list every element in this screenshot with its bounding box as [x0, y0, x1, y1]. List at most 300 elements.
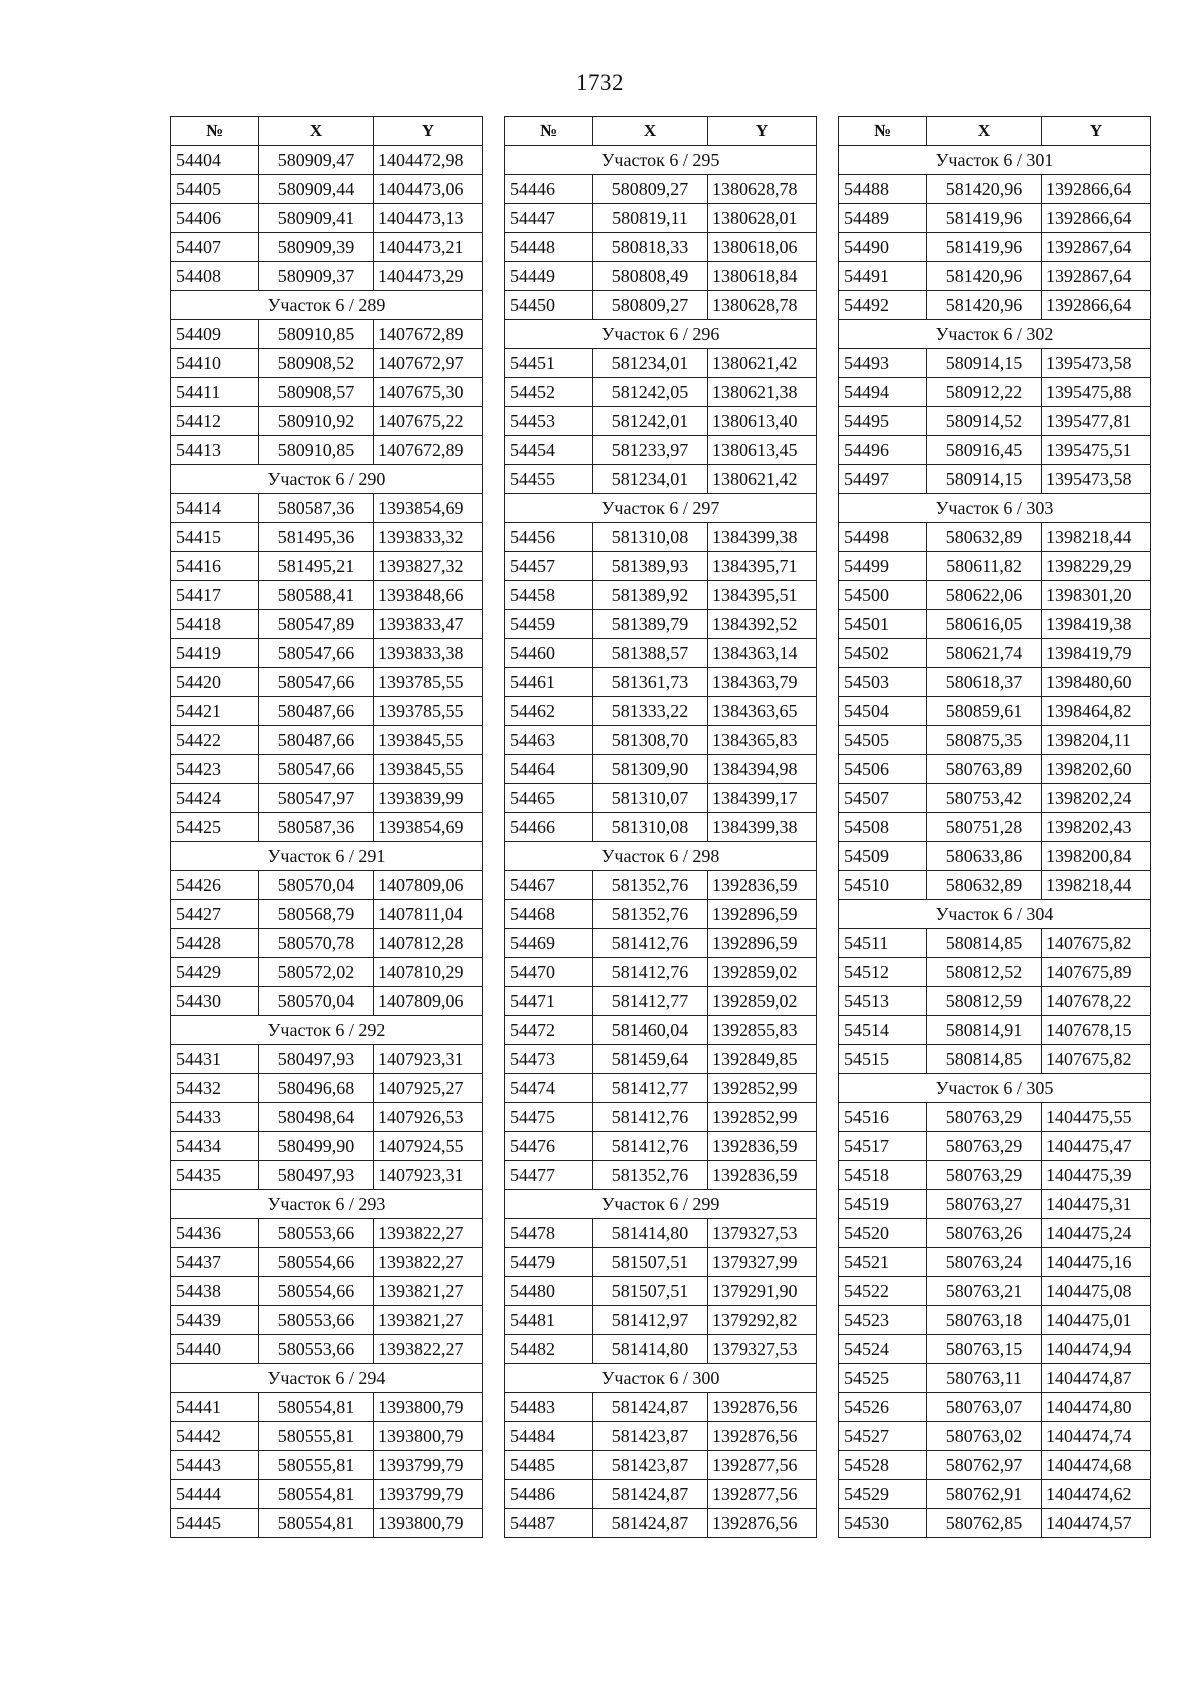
x-coordinate-cell: 580633,86	[927, 842, 1042, 871]
table-body	[171, 146, 483, 1538]
y-coordinate-cell: 1395473,58	[1042, 349, 1151, 378]
y-coordinate-cell: 1404475,39	[1042, 1161, 1151, 1190]
table-row	[171, 175, 483, 204]
table-row	[839, 291, 1151, 320]
y-coordinate-cell: 1404473,13	[374, 204, 483, 233]
point-number-cell: 54451	[505, 349, 593, 378]
y-coordinate-cell: 1379292,82	[708, 1306, 817, 1335]
table-row	[171, 1422, 483, 1451]
y-coordinate-cell: 1407675,82	[1042, 1045, 1151, 1074]
y-coordinate-cell: 1404474,68	[1042, 1451, 1151, 1480]
table-row	[505, 233, 817, 262]
table-row	[505, 813, 817, 842]
y-coordinate-cell: 1404474,57	[1042, 1509, 1151, 1538]
section-row	[171, 465, 483, 494]
point-number-cell: 54416	[171, 552, 259, 581]
x-coordinate-cell: 580763,29	[927, 1161, 1042, 1190]
y-coordinate-cell: 1407672,97	[374, 349, 483, 378]
point-number-cell: 54528	[839, 1451, 927, 1480]
section-row	[171, 1190, 483, 1219]
point-number-cell: 54501	[839, 610, 927, 639]
point-number-cell: 54452	[505, 378, 593, 407]
point-number-cell: 54479	[505, 1248, 593, 1277]
y-coordinate-cell: 1384399,38	[708, 813, 817, 842]
x-coordinate-cell: 580763,24	[927, 1248, 1042, 1277]
point-number-cell: 54429	[171, 958, 259, 987]
section-title: Участок 6 / 290	[171, 465, 483, 494]
section-row	[505, 494, 817, 523]
x-coordinate-cell: 580487,66	[259, 726, 374, 755]
table-row	[505, 1509, 817, 1538]
x-coordinate-cell: 580498,64	[259, 1103, 374, 1132]
x-coordinate-cell: 580554,66	[259, 1277, 374, 1306]
y-coordinate-cell: 1393799,79	[374, 1480, 483, 1509]
point-number-cell: 54445	[171, 1509, 259, 1538]
point-number-cell: 54523	[839, 1306, 927, 1335]
section-title: Участок 6 / 297	[505, 494, 817, 523]
table-row	[839, 1451, 1151, 1480]
table-row	[839, 1277, 1151, 1306]
point-number-cell: 54526	[839, 1393, 927, 1422]
table-row	[171, 1335, 483, 1364]
point-number-cell: 54512	[839, 958, 927, 987]
x-coordinate-cell: 581310,08	[593, 813, 708, 842]
point-number-cell: 54440	[171, 1335, 259, 1364]
y-coordinate-cell: 1407675,30	[374, 378, 483, 407]
table-row	[171, 407, 483, 436]
x-coordinate-cell: 580809,27	[593, 291, 708, 320]
coordinates-table-2	[504, 116, 817, 1538]
table-row	[505, 1161, 817, 1190]
y-coordinate-cell: 1393821,27	[374, 1277, 483, 1306]
page-number: 1732	[576, 70, 624, 95]
section-title: Участок 6 / 299	[505, 1190, 817, 1219]
x-coordinate-cell: 581460,04	[593, 1016, 708, 1045]
table-row	[505, 523, 817, 552]
point-number-cell: 54434	[171, 1132, 259, 1161]
x-coordinate-cell: 580875,35	[927, 726, 1042, 755]
point-number-cell: 54442	[171, 1422, 259, 1451]
y-coordinate-cell: 1407675,82	[1042, 929, 1151, 958]
header-y: Y	[1042, 117, 1151, 146]
table-row	[839, 262, 1151, 291]
y-coordinate-cell: 1393785,55	[374, 697, 483, 726]
section-title: Участок 6 / 298	[505, 842, 817, 871]
x-coordinate-cell: 580763,18	[927, 1306, 1042, 1335]
table-row	[839, 1364, 1151, 1393]
y-coordinate-cell: 1407809,06	[374, 871, 483, 900]
point-number-cell: 54439	[171, 1306, 259, 1335]
y-coordinate-cell: 1398480,60	[1042, 668, 1151, 697]
y-coordinate-cell: 1384395,51	[708, 581, 817, 610]
y-coordinate-cell: 1404475,31	[1042, 1190, 1151, 1219]
x-coordinate-cell: 580497,93	[259, 1161, 374, 1190]
y-coordinate-cell: 1398218,44	[1042, 523, 1151, 552]
y-coordinate-cell: 1404474,62	[1042, 1480, 1151, 1509]
table-row	[839, 1335, 1151, 1364]
x-coordinate-cell: 581423,87	[593, 1422, 708, 1451]
x-coordinate-cell: 580908,57	[259, 378, 374, 407]
table-row	[839, 1393, 1151, 1422]
table-body	[505, 146, 817, 1538]
point-number-cell: 54516	[839, 1103, 927, 1132]
table-row	[171, 1306, 483, 1335]
x-coordinate-cell: 581424,87	[593, 1509, 708, 1538]
section-row	[839, 494, 1151, 523]
point-number-cell: 54484	[505, 1422, 593, 1451]
y-coordinate-cell: 1407675,22	[374, 407, 483, 436]
point-number-cell: 54503	[839, 668, 927, 697]
point-number-cell: 54497	[839, 465, 927, 494]
x-coordinate-cell: 580763,02	[927, 1422, 1042, 1451]
y-coordinate-cell: 1398464,82	[1042, 697, 1151, 726]
x-coordinate-cell: 580547,89	[259, 610, 374, 639]
table-row	[505, 1219, 817, 1248]
y-coordinate-cell: 1407809,06	[374, 987, 483, 1016]
point-number-cell: 54410	[171, 349, 259, 378]
table-row	[839, 1248, 1151, 1277]
point-number-cell: 54446	[505, 175, 593, 204]
table-row	[839, 813, 1151, 842]
point-number-cell: 54522	[839, 1277, 927, 1306]
y-coordinate-cell: 1380613,45	[708, 436, 817, 465]
x-coordinate-cell: 581412,76	[593, 1132, 708, 1161]
y-coordinate-cell: 1393833,32	[374, 523, 483, 552]
y-coordinate-cell: 1379327,99	[708, 1248, 817, 1277]
table-row	[839, 465, 1151, 494]
y-coordinate-cell: 1395473,58	[1042, 465, 1151, 494]
table-row	[171, 784, 483, 813]
table-row	[171, 610, 483, 639]
y-coordinate-cell: 1407810,29	[374, 958, 483, 987]
section-row	[505, 1190, 817, 1219]
y-coordinate-cell: 1380613,40	[708, 407, 817, 436]
table-row	[171, 436, 483, 465]
x-coordinate-cell: 581389,79	[593, 610, 708, 639]
table-row	[839, 958, 1151, 987]
x-coordinate-cell: 580909,44	[259, 175, 374, 204]
y-coordinate-cell: 1404475,24	[1042, 1219, 1151, 1248]
y-coordinate-cell: 1393839,99	[374, 784, 483, 813]
point-number-cell: 54438	[171, 1277, 259, 1306]
y-coordinate-cell: 1392852,99	[708, 1074, 817, 1103]
y-coordinate-cell: 1379291,90	[708, 1277, 817, 1306]
table-header-row	[505, 117, 817, 146]
x-coordinate-cell: 580909,47	[259, 146, 374, 175]
y-coordinate-cell: 1379327,53	[708, 1219, 817, 1248]
table-row	[505, 291, 817, 320]
table-row	[171, 523, 483, 552]
point-number-cell: 54421	[171, 697, 259, 726]
point-number-cell: 54530	[839, 1509, 927, 1538]
table-row	[839, 1219, 1151, 1248]
y-coordinate-cell: 1380628,78	[708, 291, 817, 320]
x-coordinate-cell: 581352,76	[593, 871, 708, 900]
header-number: №	[171, 117, 259, 146]
x-coordinate-cell: 580814,91	[927, 1016, 1042, 1045]
point-number-cell: 54514	[839, 1016, 927, 1045]
point-number-cell: 54470	[505, 958, 593, 987]
point-number-cell: 54437	[171, 1248, 259, 1277]
x-coordinate-cell: 580570,78	[259, 929, 374, 958]
table-row	[171, 1248, 483, 1277]
table-row	[839, 871, 1151, 900]
table-row	[171, 1219, 483, 1248]
table-row	[171, 349, 483, 378]
point-number-cell: 54471	[505, 987, 593, 1016]
section-title: Участок 6 / 302	[839, 320, 1151, 349]
y-coordinate-cell: 1384363,79	[708, 668, 817, 697]
point-number-cell: 54507	[839, 784, 927, 813]
table-row	[505, 1422, 817, 1451]
x-coordinate-cell: 581424,87	[593, 1480, 708, 1509]
table-row	[839, 987, 1151, 1016]
point-number-cell: 54405	[171, 175, 259, 204]
y-coordinate-cell: 1393827,32	[374, 552, 483, 581]
table-header-row	[839, 117, 1151, 146]
y-coordinate-cell: 1407675,89	[1042, 958, 1151, 987]
section-title: Участок 6 / 295	[505, 146, 817, 175]
section-title: Участок 6 / 301	[839, 146, 1151, 175]
table-row	[171, 726, 483, 755]
table-row	[839, 755, 1151, 784]
point-number-cell: 54424	[171, 784, 259, 813]
y-coordinate-cell: 1384394,98	[708, 755, 817, 784]
header-y: Y	[374, 117, 483, 146]
table-row	[171, 697, 483, 726]
y-coordinate-cell: 1384399,38	[708, 523, 817, 552]
point-number-cell: 54478	[505, 1219, 593, 1248]
x-coordinate-cell: 580587,36	[259, 494, 374, 523]
y-coordinate-cell: 1393822,27	[374, 1335, 483, 1364]
x-coordinate-cell: 581333,22	[593, 697, 708, 726]
point-number-cell: 54417	[171, 581, 259, 610]
y-coordinate-cell: 1380618,06	[708, 233, 817, 262]
x-coordinate-cell: 580808,49	[593, 262, 708, 291]
x-coordinate-cell: 580753,42	[927, 784, 1042, 813]
x-coordinate-cell: 580554,66	[259, 1248, 374, 1277]
point-number-cell: 54474	[505, 1074, 593, 1103]
y-coordinate-cell: 1384395,71	[708, 552, 817, 581]
x-coordinate-cell: 580587,36	[259, 813, 374, 842]
section-row	[505, 842, 817, 871]
point-number-cell: 54430	[171, 987, 259, 1016]
x-coordinate-cell: 580763,15	[927, 1335, 1042, 1364]
section-row	[839, 320, 1151, 349]
x-coordinate-cell: 580763,21	[927, 1277, 1042, 1306]
y-coordinate-cell: 1393854,69	[374, 813, 483, 842]
x-coordinate-cell: 581234,01	[593, 465, 708, 494]
table-row	[171, 900, 483, 929]
y-coordinate-cell: 1392866,64	[1042, 175, 1151, 204]
point-number-cell: 54466	[505, 813, 593, 842]
y-coordinate-cell: 1393800,79	[374, 1422, 483, 1451]
table-row	[505, 378, 817, 407]
y-coordinate-cell: 1404474,87	[1042, 1364, 1151, 1393]
y-coordinate-cell: 1404472,98	[374, 146, 483, 175]
table-row	[505, 1016, 817, 1045]
table-row	[505, 697, 817, 726]
x-coordinate-cell: 581412,77	[593, 1074, 708, 1103]
section-title: Участок 6 / 300	[505, 1364, 817, 1393]
header-x: X	[927, 117, 1042, 146]
y-coordinate-cell: 1398200,84	[1042, 842, 1151, 871]
x-coordinate-cell: 580611,82	[927, 552, 1042, 581]
table-row	[171, 1509, 483, 1538]
x-coordinate-cell: 580812,59	[927, 987, 1042, 1016]
table-row	[505, 552, 817, 581]
y-coordinate-cell: 1393822,27	[374, 1248, 483, 1277]
y-coordinate-cell: 1393845,55	[374, 726, 483, 755]
table-row	[505, 900, 817, 929]
point-number-cell: 54463	[505, 726, 593, 755]
x-coordinate-cell: 581414,80	[593, 1219, 708, 1248]
table-row	[505, 871, 817, 900]
x-coordinate-cell: 581459,64	[593, 1045, 708, 1074]
table-row	[839, 523, 1151, 552]
y-coordinate-cell: 1404475,01	[1042, 1306, 1151, 1335]
point-number-cell: 54490	[839, 233, 927, 262]
x-coordinate-cell: 580909,37	[259, 262, 374, 291]
y-coordinate-cell: 1392877,56	[708, 1480, 817, 1509]
table-row	[839, 378, 1151, 407]
section-row	[505, 320, 817, 349]
table-row	[839, 175, 1151, 204]
point-number-cell: 54413	[171, 436, 259, 465]
point-number-cell: 54409	[171, 320, 259, 349]
coordinates-table-3	[838, 116, 1151, 1538]
y-coordinate-cell: 1393845,55	[374, 755, 483, 784]
table-row	[839, 1509, 1151, 1538]
point-number-cell: 54418	[171, 610, 259, 639]
point-number-cell: 54483	[505, 1393, 593, 1422]
table-row	[505, 668, 817, 697]
point-number-cell: 54495	[839, 407, 927, 436]
point-number-cell: 54520	[839, 1219, 927, 1248]
x-coordinate-cell: 580914,15	[927, 349, 1042, 378]
point-number-cell: 54465	[505, 784, 593, 813]
y-coordinate-cell: 1393799,79	[374, 1451, 483, 1480]
y-coordinate-cell: 1404474,94	[1042, 1335, 1151, 1364]
point-number-cell: 54431	[171, 1045, 259, 1074]
table-row	[171, 378, 483, 407]
section-title: Участок 6 / 292	[171, 1016, 483, 1045]
point-number-cell: 54443	[171, 1451, 259, 1480]
point-number-cell: 54428	[171, 929, 259, 958]
point-number-cell: 54425	[171, 813, 259, 842]
x-coordinate-cell: 581388,57	[593, 639, 708, 668]
y-coordinate-cell: 1398229,29	[1042, 552, 1151, 581]
y-coordinate-cell: 1380628,01	[708, 204, 817, 233]
x-coordinate-cell: 580632,89	[927, 523, 1042, 552]
point-number-cell: 54464	[505, 755, 593, 784]
y-coordinate-cell: 1398218,44	[1042, 871, 1151, 900]
table-row	[505, 1132, 817, 1161]
point-number-cell: 54477	[505, 1161, 593, 1190]
x-coordinate-cell: 580570,04	[259, 871, 374, 900]
y-coordinate-cell: 1392896,59	[708, 929, 817, 958]
x-coordinate-cell: 581233,97	[593, 436, 708, 465]
y-coordinate-cell: 1384363,14	[708, 639, 817, 668]
point-number-cell: 54468	[505, 900, 593, 929]
y-coordinate-cell: 1395475,88	[1042, 378, 1151, 407]
section-row	[505, 146, 817, 175]
point-number-cell: 54481	[505, 1306, 593, 1335]
table-row	[505, 349, 817, 378]
y-coordinate-cell: 1404473,06	[374, 175, 483, 204]
point-number-cell: 54449	[505, 262, 593, 291]
x-coordinate-cell: 580497,93	[259, 1045, 374, 1074]
x-coordinate-cell: 581310,07	[593, 784, 708, 813]
x-coordinate-cell: 581495,36	[259, 523, 374, 552]
x-coordinate-cell: 581420,96	[927, 291, 1042, 320]
y-coordinate-cell: 1393822,27	[374, 1219, 483, 1248]
point-number-cell: 54461	[505, 668, 593, 697]
table-row	[839, 1306, 1151, 1335]
point-number-cell: 54423	[171, 755, 259, 784]
x-coordinate-cell: 580547,66	[259, 755, 374, 784]
x-coordinate-cell: 580568,79	[259, 900, 374, 929]
x-coordinate-cell: 580554,81	[259, 1509, 374, 1538]
point-number-cell: 54480	[505, 1277, 593, 1306]
point-number-cell: 54427	[171, 900, 259, 929]
y-coordinate-cell: 1384365,83	[708, 726, 817, 755]
point-number-cell: 54422	[171, 726, 259, 755]
x-coordinate-cell: 580859,61	[927, 697, 1042, 726]
y-coordinate-cell: 1407923,31	[374, 1161, 483, 1190]
x-coordinate-cell: 580622,06	[927, 581, 1042, 610]
section-row	[171, 1364, 483, 1393]
point-number-cell: 54432	[171, 1074, 259, 1103]
y-coordinate-cell: 1404474,74	[1042, 1422, 1151, 1451]
point-number-cell: 54426	[171, 871, 259, 900]
table-row	[505, 465, 817, 494]
y-coordinate-cell: 1384392,52	[708, 610, 817, 639]
point-number-cell: 54460	[505, 639, 593, 668]
table-row	[839, 1480, 1151, 1509]
point-number-cell: 54453	[505, 407, 593, 436]
y-coordinate-cell: 1404474,80	[1042, 1393, 1151, 1422]
x-coordinate-cell: 580762,85	[927, 1509, 1042, 1538]
point-number-cell: 54518	[839, 1161, 927, 1190]
x-coordinate-cell: 580914,15	[927, 465, 1042, 494]
x-coordinate-cell: 580554,81	[259, 1480, 374, 1509]
point-number-cell: 54475	[505, 1103, 593, 1132]
y-coordinate-cell: 1407811,04	[374, 900, 483, 929]
x-coordinate-cell: 581242,01	[593, 407, 708, 436]
y-coordinate-cell: 1407678,15	[1042, 1016, 1151, 1045]
table-row	[839, 1103, 1151, 1132]
y-coordinate-cell: 1384399,17	[708, 784, 817, 813]
section-row	[839, 900, 1151, 929]
y-coordinate-cell: 1393833,47	[374, 610, 483, 639]
table-row	[505, 1103, 817, 1132]
x-coordinate-cell: 581419,96	[927, 233, 1042, 262]
table-row	[505, 929, 817, 958]
x-coordinate-cell: 580912,22	[927, 378, 1042, 407]
x-coordinate-cell: 580554,81	[259, 1393, 374, 1422]
table-row	[505, 407, 817, 436]
x-coordinate-cell: 580909,39	[259, 233, 374, 262]
y-coordinate-cell: 1393800,79	[374, 1393, 483, 1422]
y-coordinate-cell: 1404473,21	[374, 233, 483, 262]
table-row	[505, 610, 817, 639]
table-row	[171, 581, 483, 610]
point-number-cell: 54457	[505, 552, 593, 581]
table-row	[839, 668, 1151, 697]
table-row	[505, 581, 817, 610]
point-number-cell: 54493	[839, 349, 927, 378]
